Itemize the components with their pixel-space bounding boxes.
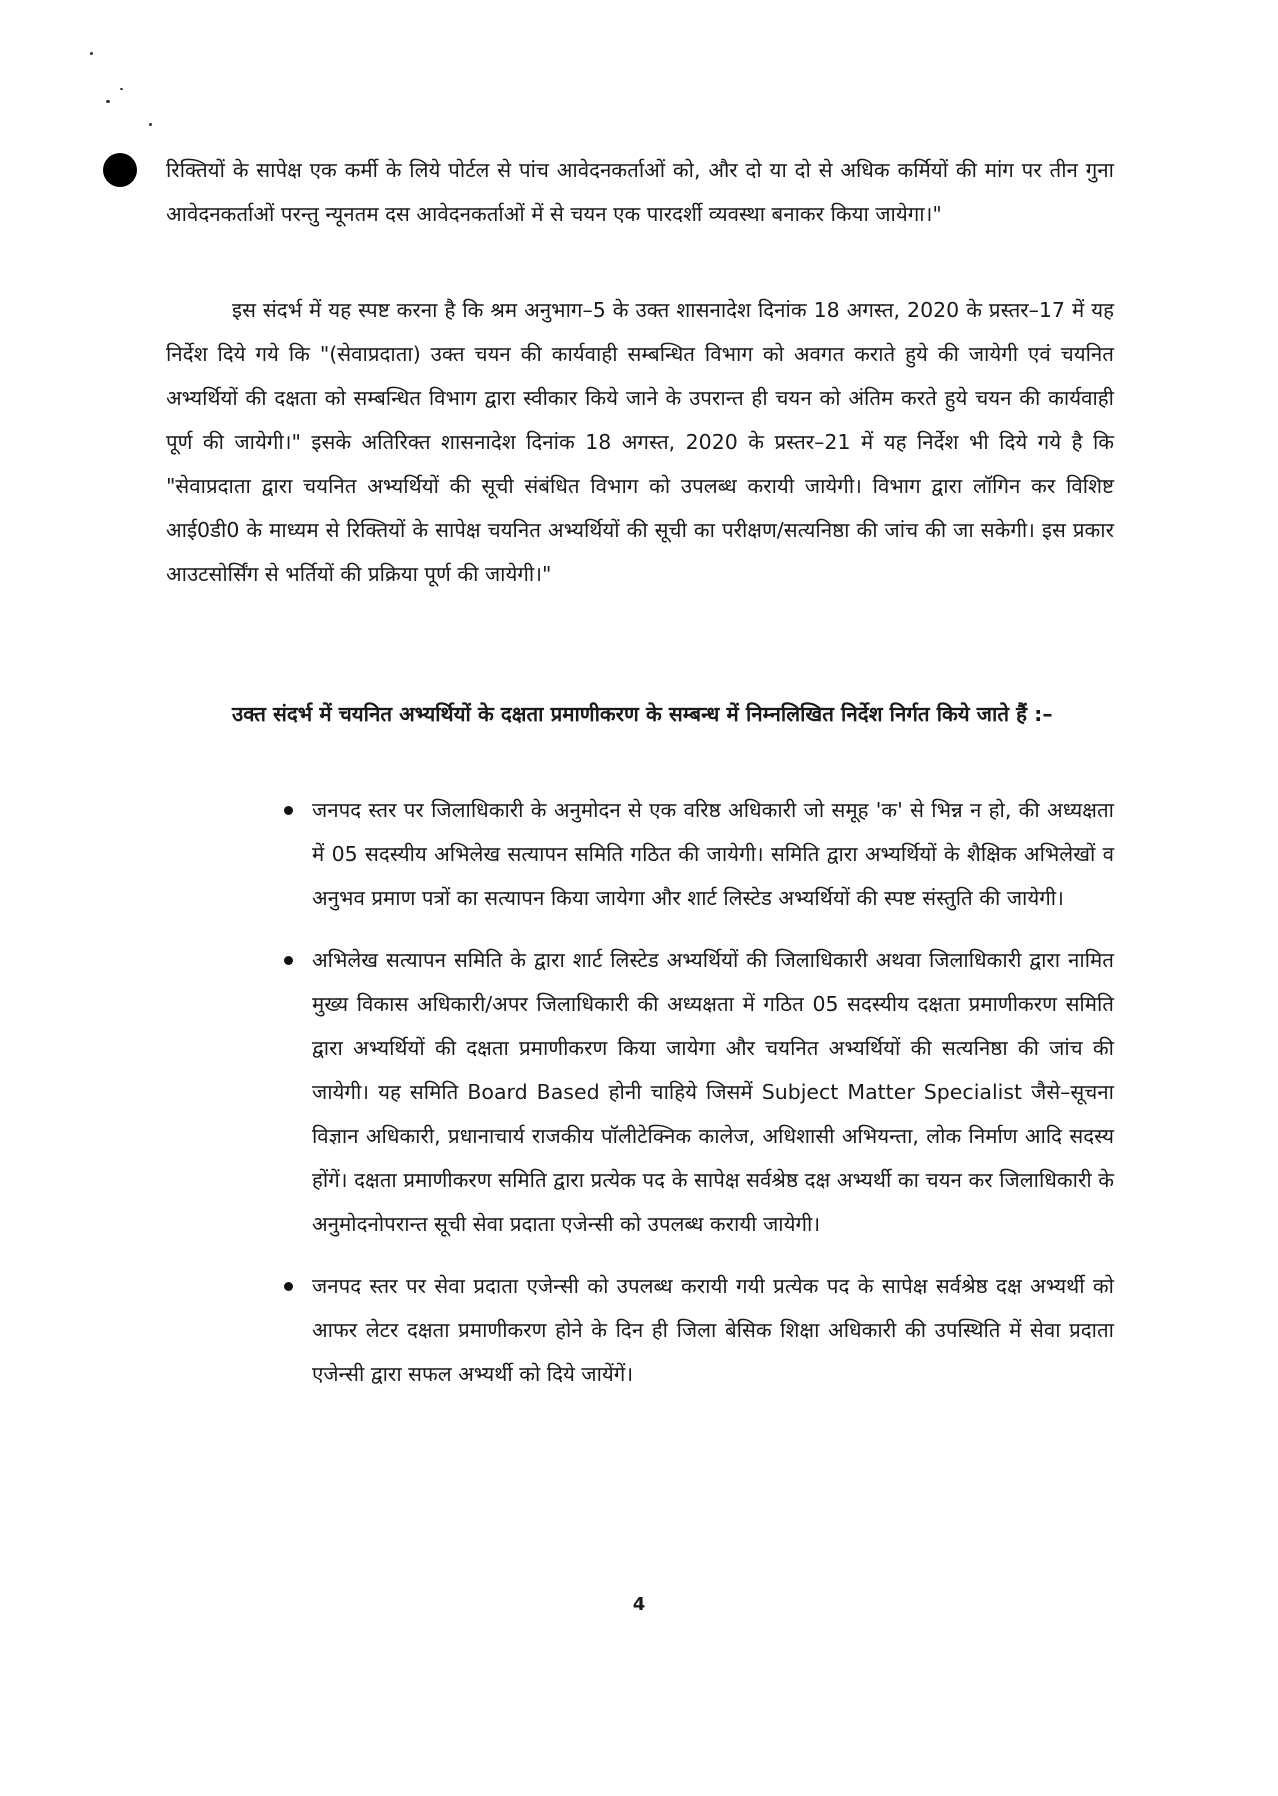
bullet-icon bbox=[284, 956, 293, 965]
scan-speck bbox=[106, 100, 110, 103]
directive-heading: उक्त संदर्भ में चयनित अभ्यर्थियों के दक्षता प्रमाणीकरण के सम्बन्ध में निम्नलिखित निर्देश निर्गत किये जाते हैं :– bbox=[232, 702, 1053, 726]
list-item bbox=[284, 938, 1114, 1246]
list-item bbox=[284, 1264, 1114, 1396]
bullet-dot-large bbox=[103, 153, 137, 187]
paragraph-reference: इस संदर्भ में यह स्पष्ट करना है कि श्रम अनुभाग–5 के उक्त शासनादेश दिनांक 18 अगस्त, 2020 के प्रस्तर–17 में यह निर्देश दिये गये कि "(सेवाप्रदाता) उक्त चयन की कार्यवाही सम्बन्धित विभाग को अवगत कराते हुये की जायेगी एवं चयनित अभ्यर्थियों की दक्षता को सम्बन्धित विभाग द्वारा स्वीकार किये जाने के उपरान्त ही चयन को अंतिम करते हुये चयन की कार्यवाही पूर्ण की जायेगी।" इसके अतिरिक्त शासनादेश दिनांक 18 अगस्त, 2020 के प्रस्तर–21 में यह निर्देश भी दिये गये है कि "सेवाप्रदाता द्वारा चयनित अभ्यर्थियों की सूची संबंधित विभाग को उपलब्ध करायी जायेगी। विभाग द्वारा लॉगिन कर विशिष्ट आई0डी0 के माध्यम से रिक्तियों के सापेक्ष चयनित अभ्यर्थियों की सूची का परीक्षण/सत्यनिष्ठा की जांच की जा सकेगी। इस प्रकार आउटसोर्सिंग से भर्तियों की प्रक्रिया पूर्ण की जायेगी।" bbox=[166, 298, 1114, 586]
list-item-text: जनपद स्तर पर जिलाधिकारी के अनुमोदन से एक वरिष्ठ अधिकारी जो समूह 'क' से भिन्न न हो, की अध्यक्षता में 05 सदस्यीय अभिलेख सत्यापन समिति गठित की जायेगी। समिति द्वारा अभ्यर्थियों के शैक्षिक अभिलेखों व अनुभव प्रमाण पत्रों का सत्यापन किया जायेगा और शार्ट लिस्टेड अभ्यर्थियों की स्पष्ट संस्तुति की जायेगी। bbox=[312, 798, 1114, 910]
directive-list bbox=[284, 788, 1114, 1414]
scan-speck bbox=[120, 88, 123, 90]
bullet-icon bbox=[284, 1282, 293, 1291]
list-item bbox=[284, 788, 1114, 920]
scan-speck bbox=[149, 123, 152, 126]
scan-speck bbox=[90, 52, 93, 55]
page-number: 4 bbox=[632, 1594, 646, 1615]
bullet-icon bbox=[284, 806, 293, 815]
list-item-text: अभिलेख सत्यापन समिति के द्वारा शार्ट लिस्टेड अभ्यर्थियों की जिलाधिकारी अथवा जिलाधिकारी द्वारा नामित मुख्य विकास अधिकारी/अपर जिलाधिकारी की अध्यक्षता में गठित 05 सदस्यीय दक्षता प्रमाणीकरण समिति द्वारा अभ्यर्थियों की दक्षता प्रमाणीकरण किया जायेगा और चयनित अभ्यर्थियों की सत्यनिष्ठा की जांच की जायेगी। यह समिति Board Based होनी चाहिये जिसमें Subject Matter Specialist जैसे–सूचना विज्ञान अधिकारी, प्रधानाचार्य राजकीय पॉलीटेक्निक कालेज, अधिशासी अभियन्ता, लोक निर्माण आदि सदस्य होंगें। दक्षता प्रमाणीकरण समिति द्वारा प्रत्येक पद के सापेक्ष सर्वश्रेष्ठ दक्ष अभ्यर्थी का चयन कर जिलाधिकारी के अनुमोदनोपरान्त सूची सेवा प्रदाता एजेन्सी को उपलब्ध करायी जायेगी। bbox=[312, 948, 1114, 1236]
paragraph-continuation: रिक्तियों के सापेक्ष एक कर्मी के लिये पोर्टल से पांच आवेदनकर्ताओं को, और दो या दो से अधिक कर्मियों की मांग पर तीन गुना आवेदनकर्ताओं परन्तु न्यूनतम दस आवेदनकर्ताओं में से चयन एक पारदर्शी व्यवस्था बनाकर किया जायेगा।" bbox=[166, 158, 1114, 226]
list-item-text: जनपद स्तर पर सेवा प्रदाता एजेन्सी को उपलब्ध करायी गयी प्रत्येक पद के सापेक्ष सर्वश्रेष्ठ दक्ष अभ्यर्थी को आफर लेटर दक्षता प्रमाणीकरण होने के दिन ही जिला बेसिक शिक्षा अधिकारी की उपस्थिति में सेवा प्रदाता एजेन्सी द्वारा सफल अभ्यर्थी को दिये जायेंगें। bbox=[312, 1274, 1114, 1386]
